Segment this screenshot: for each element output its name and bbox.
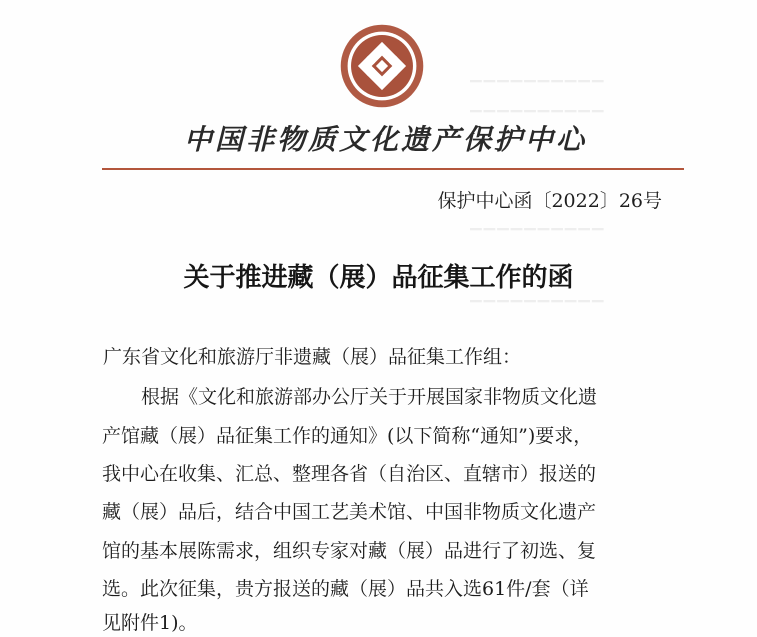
- bleed-through-text: ▔▔▔▔▔▔▔▔▔▔: [470, 228, 606, 246]
- bleed-through-text: ▔▔▔▔▔▔▔▔▔▔: [470, 300, 606, 318]
- header-divider: [102, 168, 684, 170]
- document-title: 关于推进藏（展）品征集工作的函: [183, 263, 574, 293]
- intangible-heritage-center-seal-icon: [339, 23, 425, 109]
- body-line: 见附件1)。: [102, 612, 198, 634]
- organization-name: 中国非物质文化遗产保护中心: [184, 123, 588, 156]
- addressee: 广东省文化和旅游厅非遗藏（展）品征集工作组：: [103, 346, 522, 368]
- body-line: 产馆藏（展）品征集工作的通知》(以下简称“通知”)要求，: [102, 425, 593, 447]
- body-line: 我中心在收集、汇总、整理各省（自治区、直辖市）报送的: [102, 463, 597, 485]
- body-line: 根据《文化和旅游部办公厅关于开展国家非物质文化遗: [141, 386, 598, 408]
- document-number: 保护中心函〔2022〕26号: [437, 190, 662, 212]
- body-line: 选。此次征集，贵方报送的藏（展）品共入选61件/套（详: [102, 578, 589, 600]
- bleed-through-text: ▔▔▔▔▔▔▔▔▔▔: [470, 110, 606, 128]
- body-line: 藏（展）品后，结合中国工艺美术馆、中国非物质文化遗产: [102, 501, 597, 523]
- bleed-through-text: ▔▔▔▔▔▔▔▔▔▔: [470, 80, 606, 98]
- body-line: 馆的基本展陈需求，组织专家对藏（展）品进行了初选、复: [102, 540, 597, 562]
